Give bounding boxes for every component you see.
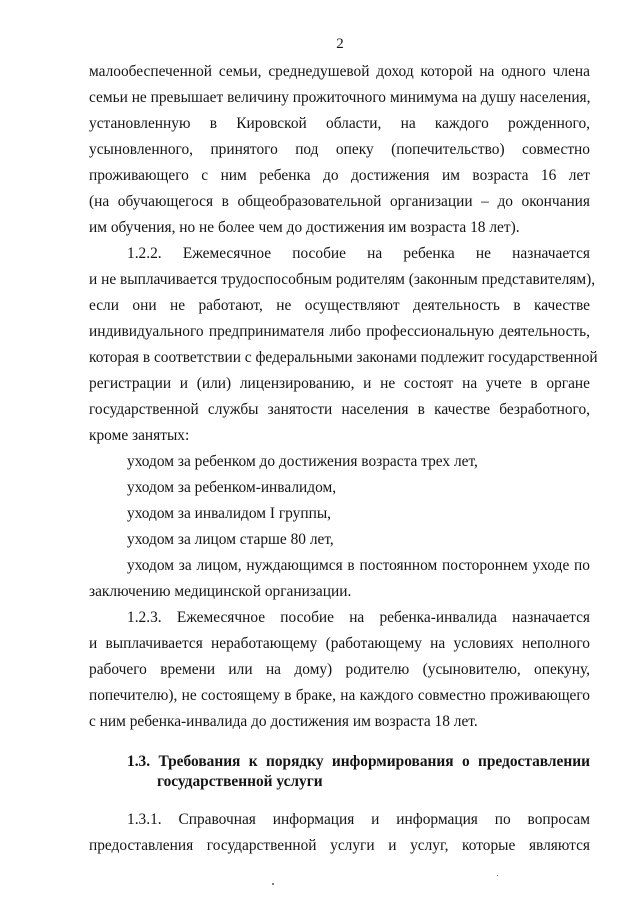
text-line: рабочего времени или на дому) родителю (усыновителю, опекуну,: [89, 661, 590, 678]
list-item: уходом за лицом старше 80 лет,: [127, 531, 334, 548]
scan-speck: [497, 875, 498, 876]
text-line: которая в соответствии с федеральными законами подлежит государственной: [89, 349, 598, 366]
list-item: уходом за ребенком до достижения возраста трех лет,: [127, 453, 478, 470]
text-line: с ним ребенка-инвалида до достижения им возраста 18 лет.: [89, 713, 478, 730]
text-line: им обучения, но не более чем до достижения им возраста 18 лет).: [89, 219, 520, 236]
text-line: усыновленного, принятого под опеку (попечительство) совместно: [89, 141, 590, 158]
list-item: уходом за лицом, нуждающимся в постоянном постороннем уходе по: [127, 557, 590, 574]
section-heading-continued: государственной услуги: [157, 773, 323, 790]
paragraph-start-line: 1.3.1. Справочная информация и информация по вопросам: [127, 811, 590, 828]
list-item: уходом за ребенком-инвалидом,: [127, 479, 337, 496]
text-line: попечителю), не состоящему в браке, на каждого совместно проживающего: [89, 687, 590, 704]
text-line: малообеспеченной семьи, среднедушевой доход которой на одного члена: [89, 63, 590, 80]
text-line: если они не работают, не осуществляют деятельность в качестве: [89, 297, 590, 314]
section-heading: 1.3. Требования к порядку информирования о предоставлении: [127, 753, 590, 770]
text-line: индивидуального предпринимателя либо профессиональную деятельность,: [89, 323, 590, 340]
text-line: (на обучающегося в общеобразовательной организации – до окончания: [89, 193, 590, 210]
scan-speck: [272, 883, 274, 885]
text-line: семьи не превышает величину прожиточного минимума на душу населения,: [89, 89, 591, 106]
paragraph-start-line: 1.2.3. Ежемесячное пособие на ребенка-инвалида назначается: [127, 609, 590, 626]
text-line: заключению медицинской организации.: [89, 583, 352, 600]
text-line: регистрации и (или) лицензированию, и не состоят на учете в органе: [89, 375, 590, 392]
text-line: кроме занятых:: [89, 427, 190, 444]
text-line: проживающего с ним ребенка до достижения им возраста 16 лет: [89, 167, 590, 184]
text-line: и не выплачивается трудоспособным родителям (законным представителям),: [89, 271, 596, 288]
text-line: государственной службы занятости населения в качестве безработного,: [89, 401, 590, 418]
list-item: уходом за инвалидом I группы,: [127, 505, 332, 522]
page-number: 2: [336, 36, 344, 52]
text-line: и выплачивается неработающему (работающему на условиях неполного: [89, 635, 590, 652]
text-line: установленную в Кировской области, на каждого рожденного,: [89, 115, 590, 132]
text-line: предоставления государственной услуги и услуг, которые являются: [89, 837, 590, 854]
paragraph-start-line: 1.2.2. Ежемесячное пособие на ребенка не назначается: [127, 245, 590, 262]
